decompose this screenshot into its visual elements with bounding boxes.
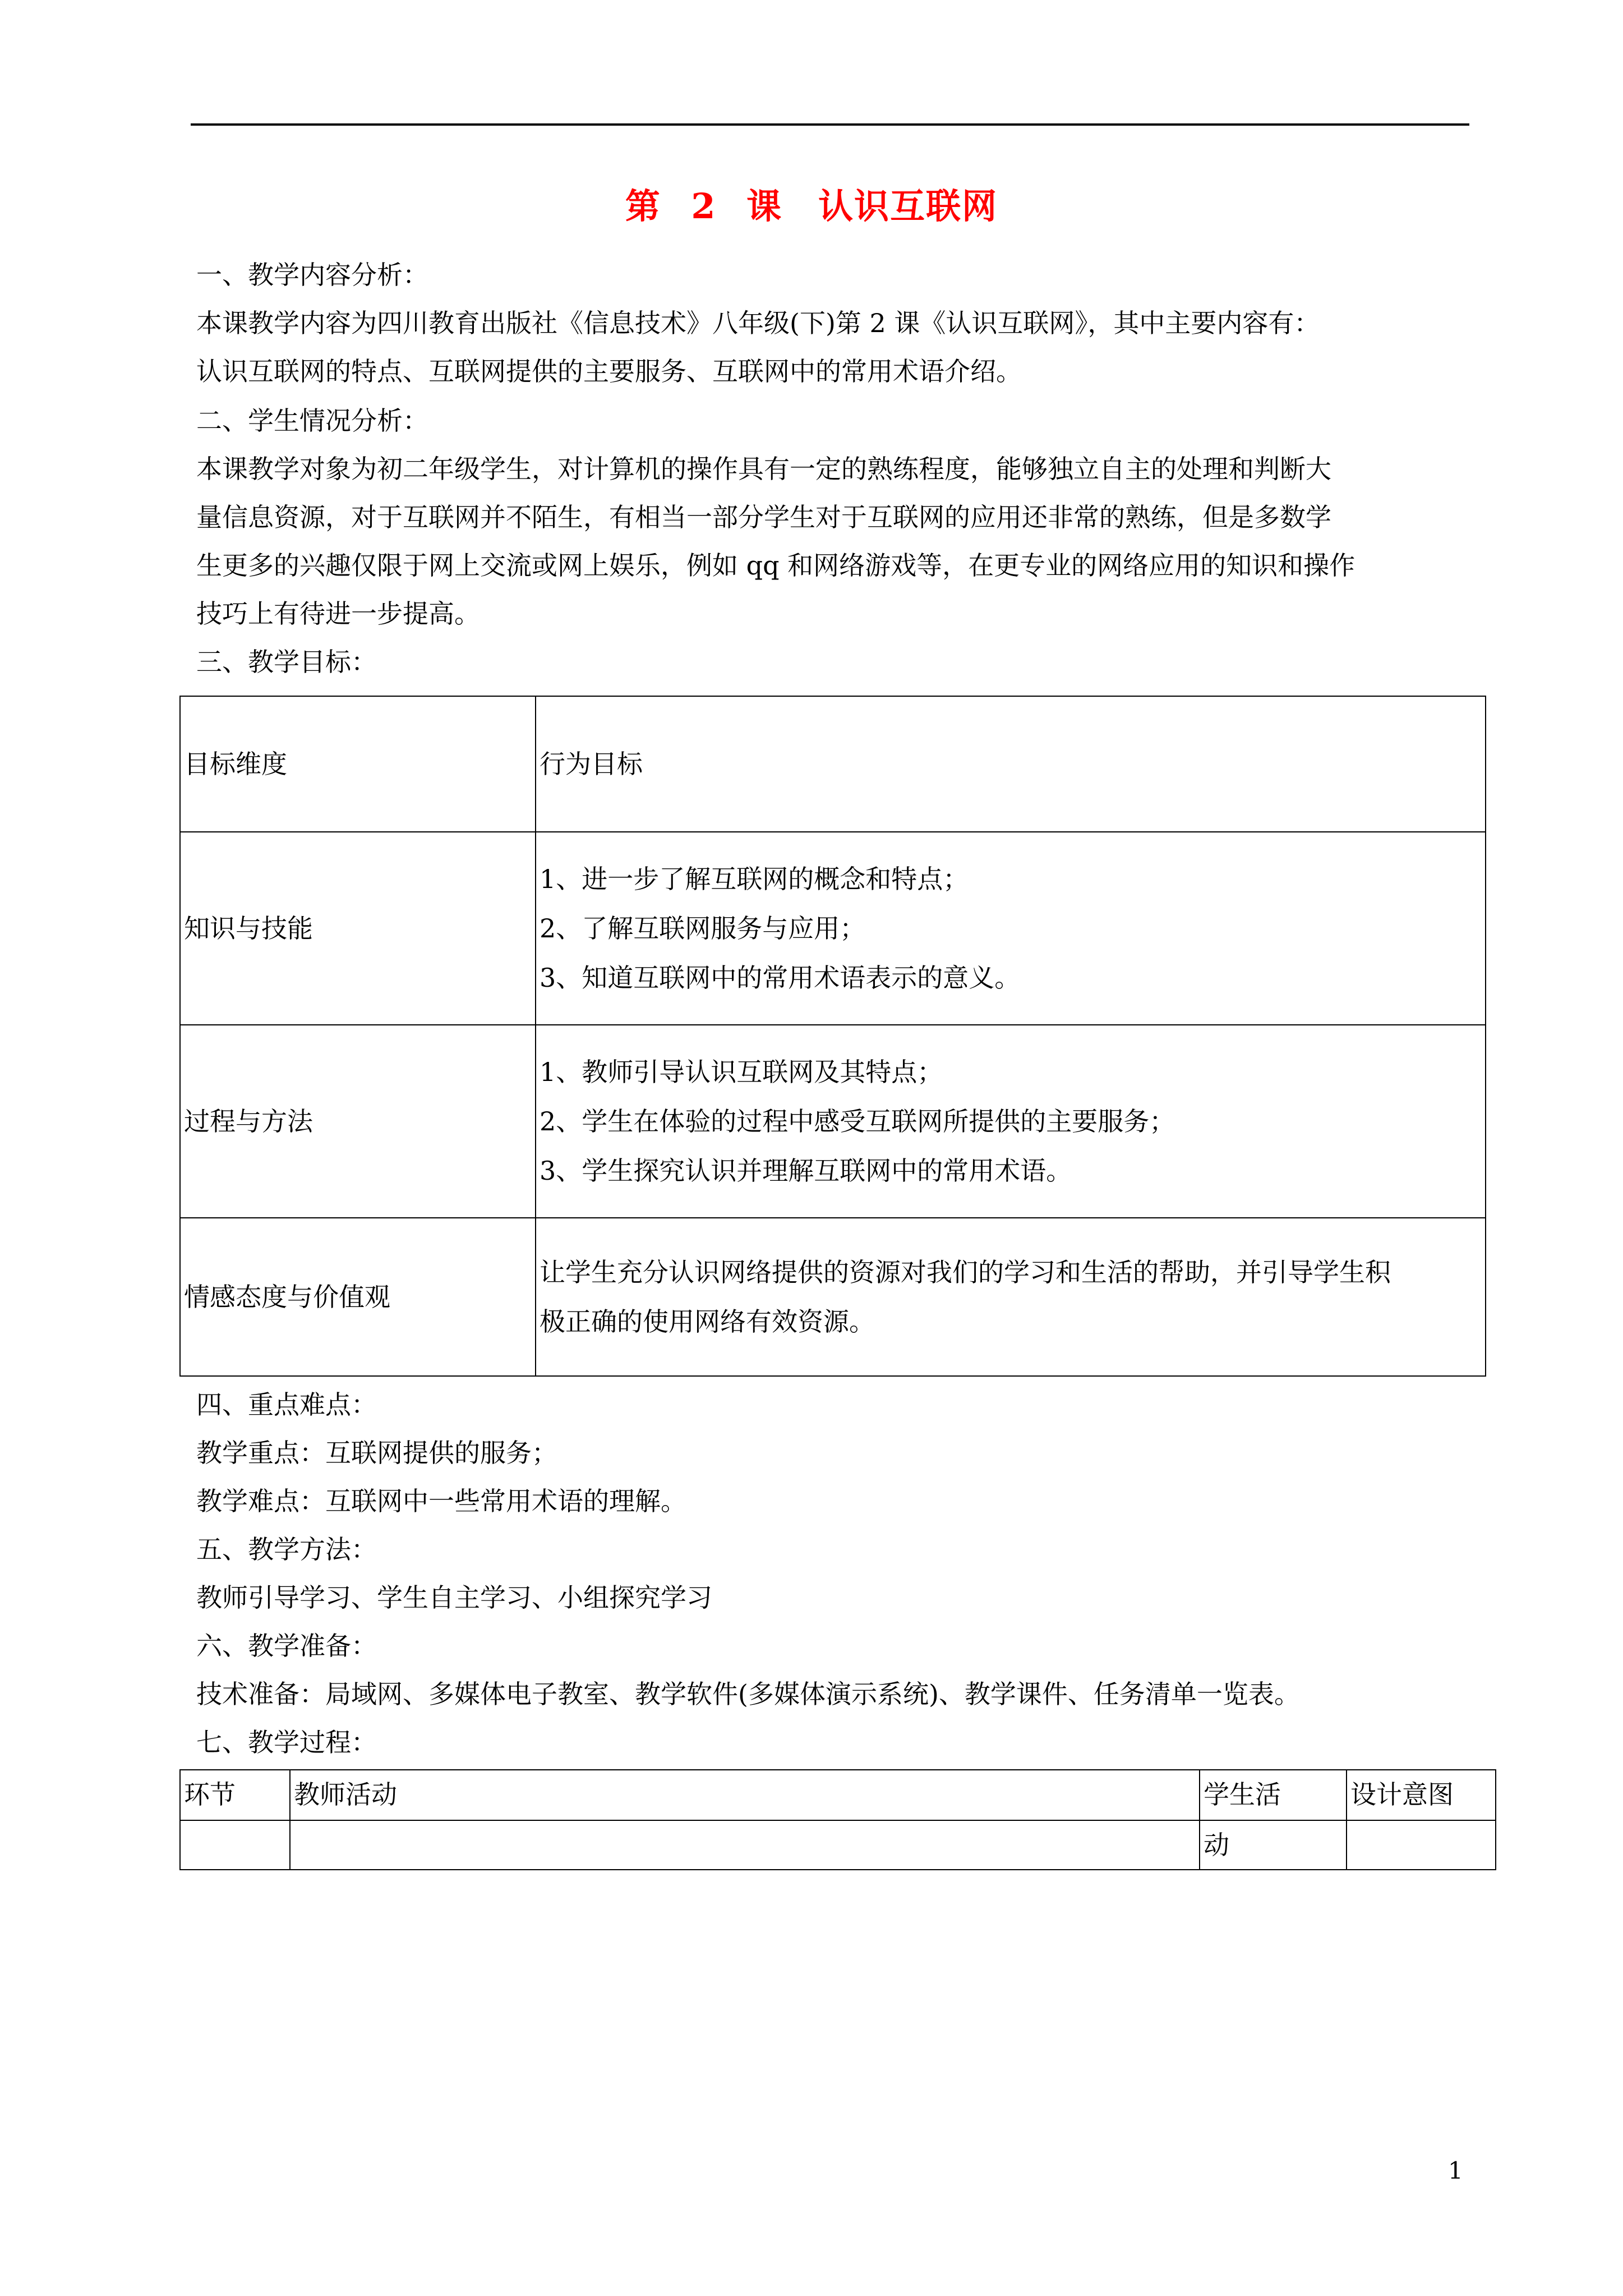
section-2-text-line: 生更多的兴趣仅限于网上交流或网上娱乐，例如 qq 和网络游戏等，在更专业的网络应用的知识和操作 [196,550,1355,581]
section-7-heading: 七、教学过程： [196,1727,377,1757]
objectives-goal-item: 1、教师引导认识互联网及其特点； [540,1057,943,1087]
section-3-heading: 三、教学目标： [196,647,377,677]
objectives-row [180,832,1486,1025]
process-header-cell: 环节 [180,1770,290,1820]
process-cell [180,1820,290,1870]
objectives-dimension: 知识与技能 [180,832,536,1025]
objectives-row [180,1025,1486,1218]
process-header-cell: 学生活 [1200,1770,1347,1820]
objectives-goal-item: 3、学生探究认识并理解互联网中的常用术语。 [540,1156,1072,1186]
objectives-goal-item: 3、知道互联网中的常用术语表示的意义。 [540,963,1021,993]
section-1-text-line: 本课教学内容为四川教育出版社《信息技术》八年级(下)第 2 课《认识互联网》，其中主要内容有： [196,308,1320,338]
teaching-method-text: 教师引导学习、学生自主学习、小组探究学习 [196,1582,712,1613]
section-5-heading: 五、教学方法： [196,1534,377,1565]
objectives-goal-cell [536,832,1486,1025]
header-rule [191,123,1469,126]
process-row [180,1820,1496,1870]
section-2-text-line: 本课教学对象为初二年级学生，对计算机的操作具有一定的熟练程度，能够独立自主的处理和判断大 [196,454,1331,484]
objectives-goal-item: 让学生充分认识网络提供的资源对我们的学习和生活的帮助，并引导学生积 [540,1257,1391,1287]
objectives-header-row [180,696,1486,832]
process-table [179,1769,1496,1870]
objectives-goal-cell [536,1025,1486,1218]
process-cell [1347,1820,1496,1870]
key-point-text: 教学重点：互联网提供的服务； [196,1438,557,1468]
objectives-header-dimension: 目标维度 [180,696,536,832]
section-1-heading: 一、教学内容分析： [196,260,428,290]
difficult-point-text: 教学难点：互联网中一些常用术语的理解。 [196,1486,686,1516]
process-header-cell: 教师活动 [290,1770,1200,1820]
section-2-text-line: 量信息资源，对于互联网并不陌生，有相当一部分学生对于互联网的应用还非常的熟练，但是多数学 [196,502,1331,532]
section-2-text-line: 技巧上有待进一步提高。 [196,599,480,629]
objectives-row [180,1218,1486,1376]
section-1-text-line: 认识互联网的特点、互联网提供的主要服务、互联网中的常用术语介绍。 [196,356,1022,386]
process-header-cell: 设计意图 [1347,1770,1496,1820]
section-6-heading: 六、教学准备： [196,1631,377,1661]
process-cell [290,1820,1200,1870]
page-number: 1 [1448,2157,1463,2184]
page-title: 第 2 课 认识互联网 [625,186,998,227]
objectives-dimension: 过程与方法 [180,1025,536,1218]
objectives-dimension: 情感态度与价值观 [180,1218,536,1376]
process-header-row [180,1770,1496,1820]
objectives-goal-item: 2、学生在体验的过程中感受互联网所提供的主要服务； [540,1106,1175,1137]
objectives-goal-cell [536,1218,1486,1376]
preparation-text: 技术准备：局域网、多媒体电子教室、教学软件(多媒体演示系统)、教学课件、任务清单一览表。 [196,1679,1300,1709]
section-2-heading: 二、学生情况分析： [196,406,428,436]
objectives-header-goal: 行为目标 [536,696,1486,832]
section-4-heading: 四、重点难点： [196,1389,377,1420]
objectives-goal-item: 2、了解互联网服务与应用； [540,913,866,944]
objectives-goal-item: 极正确的使用网络有效资源。 [540,1306,875,1337]
objectives-goal-item: 1、进一步了解互联网的概念和特点； [540,864,969,894]
process-cell: 动 [1200,1820,1347,1870]
objectives-table [179,696,1486,1377]
